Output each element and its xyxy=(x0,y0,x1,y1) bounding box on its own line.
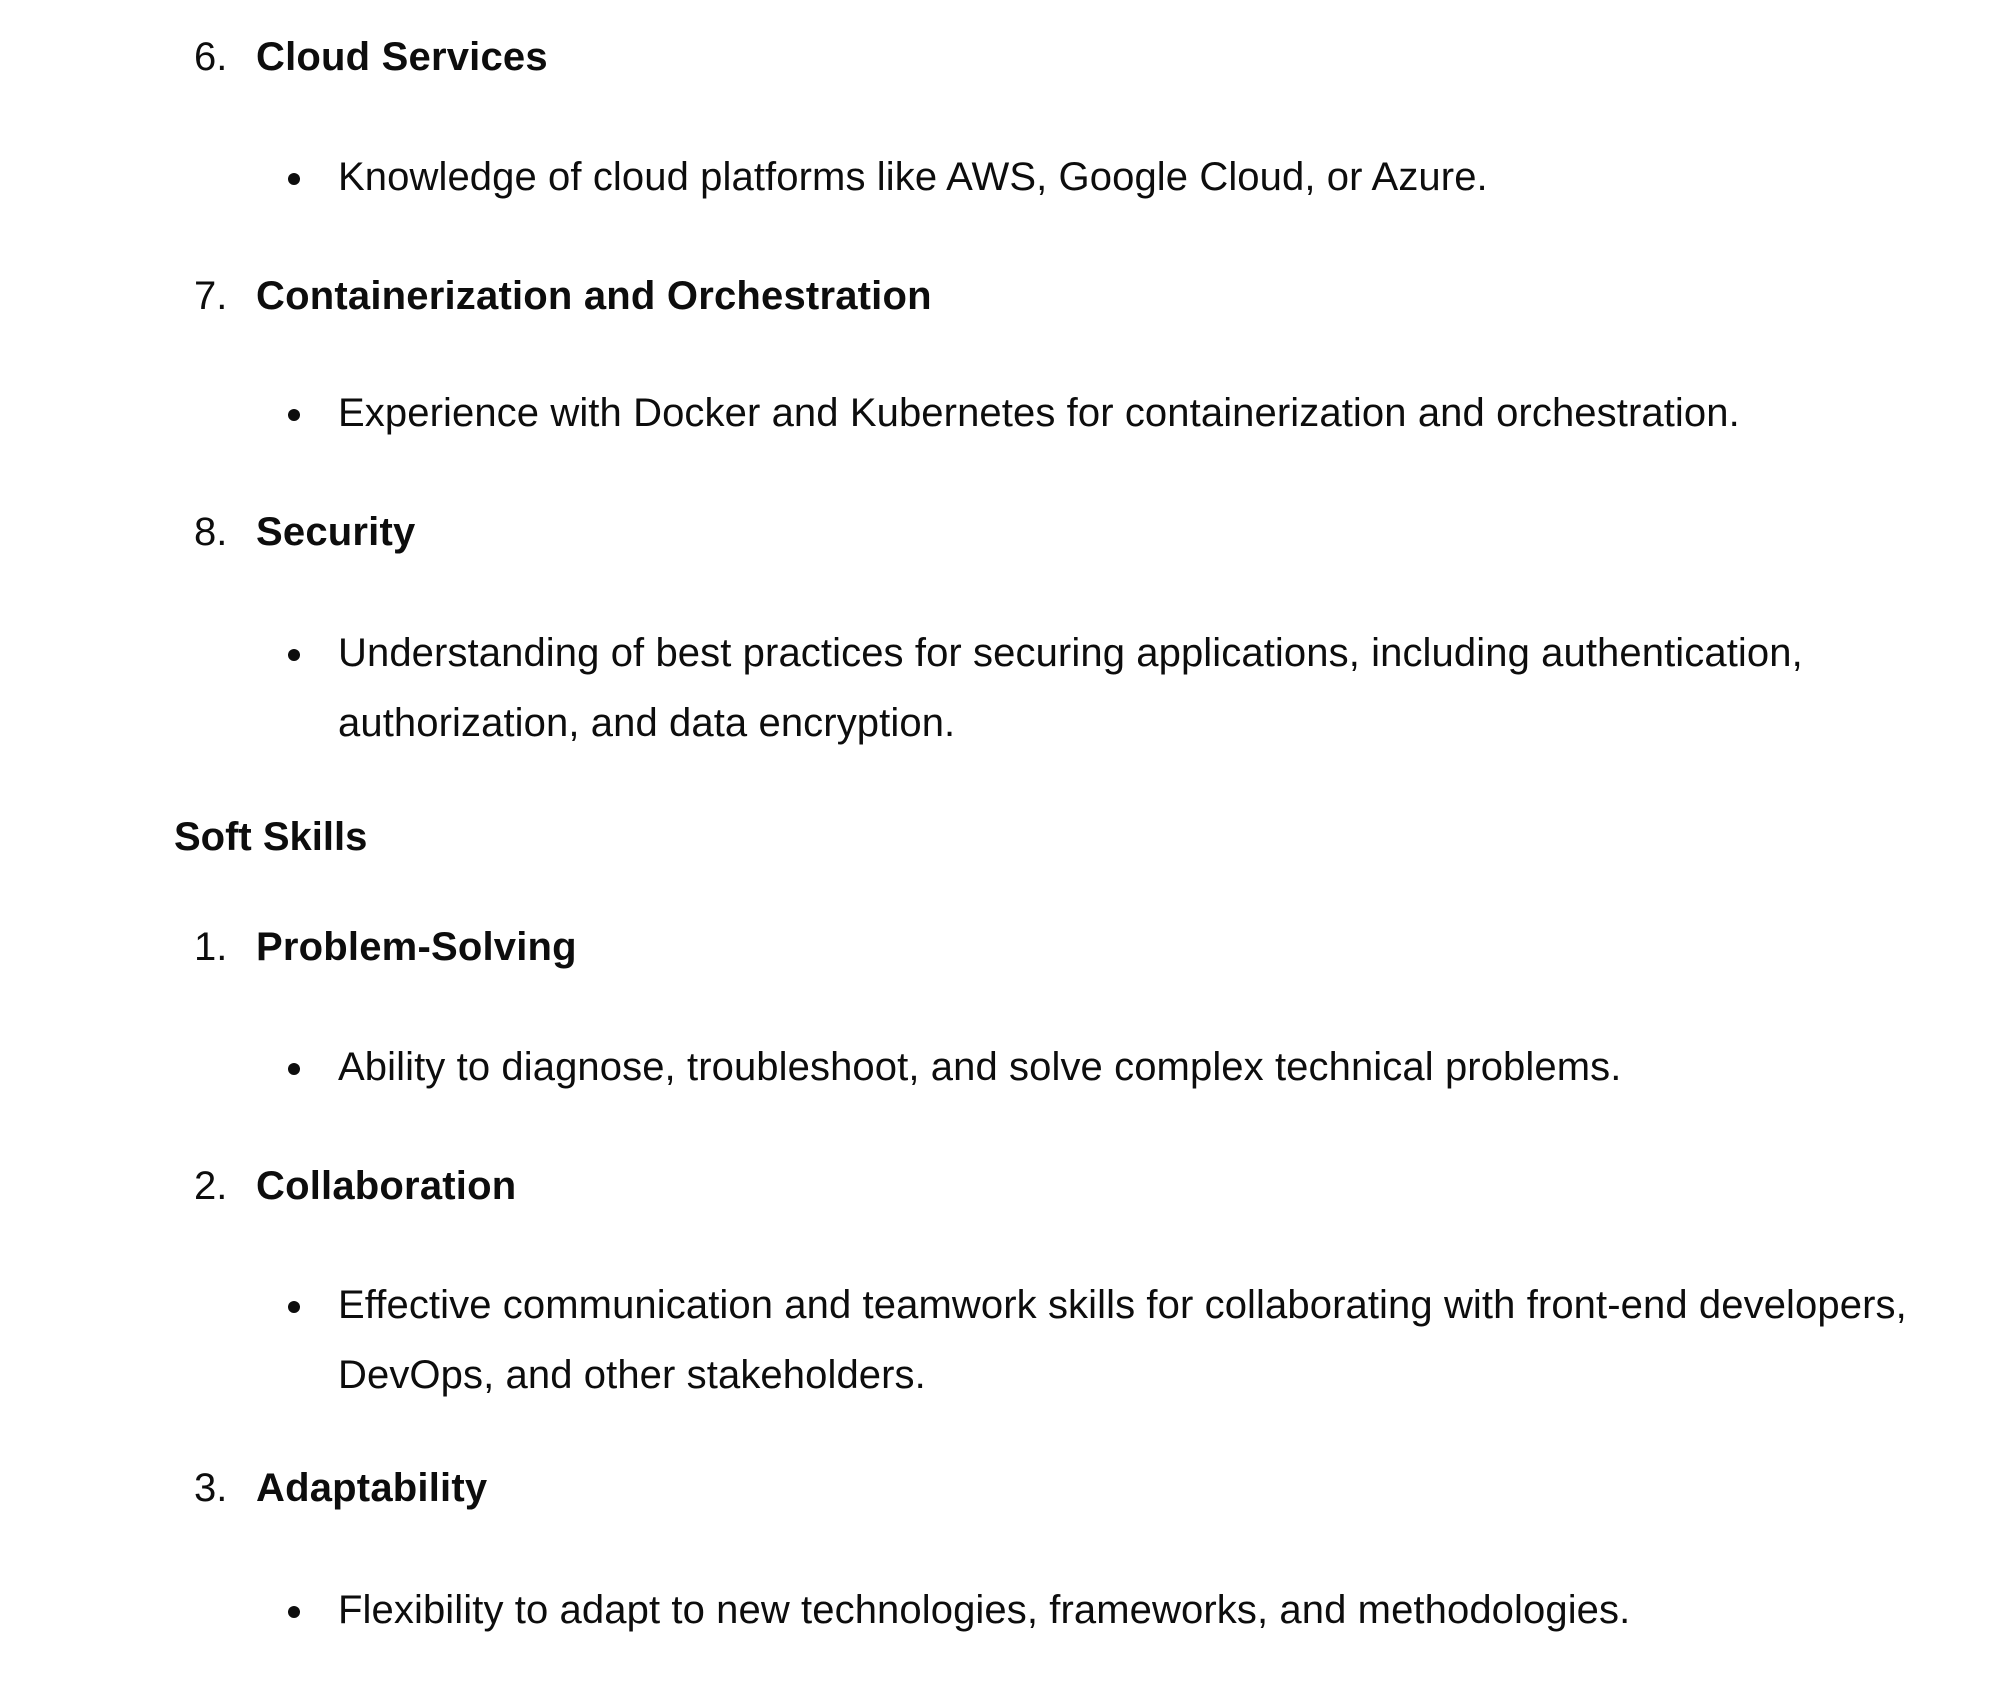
bullet-icon xyxy=(284,142,338,212)
list-item-containerization xyxy=(194,268,932,324)
list-number: 7. xyxy=(194,274,228,318)
bullet-text: Flexibility to adapt to new technologies, frameworks, and methodologies. xyxy=(338,1588,1631,1632)
bullet-item xyxy=(284,1270,1998,1410)
list-item-title: Collaboration xyxy=(256,1164,517,1208)
list-item-problem-solving xyxy=(194,919,577,975)
bullet-text: Understanding of best practices for securing applications, including authentication, authorization, and data encryption. xyxy=(338,631,1803,745)
list-item-security xyxy=(194,504,415,560)
list-number: 6. xyxy=(194,35,228,79)
list-number: 2. xyxy=(194,1164,228,1208)
list-item-title: Problem-Solving xyxy=(256,925,577,969)
list-item-title: Security xyxy=(256,510,416,554)
section-heading-soft-skills: Soft Skills xyxy=(174,815,368,859)
bullet-item xyxy=(284,142,1998,212)
bullet-text: Effective communication and teamwork skills for collaborating with front-end developers, DevOps, and other stakeholders. xyxy=(338,1283,1907,1397)
list-item-title: Cloud Services xyxy=(256,35,548,79)
bullet-text: Knowledge of cloud platforms like AWS, Google Cloud, or Azure. xyxy=(338,155,1488,199)
bullet-item xyxy=(284,618,1998,758)
list-number: 3. xyxy=(194,1466,228,1510)
bullet-item xyxy=(284,1575,1998,1645)
bullet-text: Ability to diagnose, troubleshoot, and solve complex technical problems. xyxy=(338,1045,1622,1089)
bullet-icon xyxy=(284,378,338,448)
bullet-icon xyxy=(284,1032,338,1102)
bullet-item xyxy=(284,1032,1998,1102)
list-item-collaboration xyxy=(194,1158,516,1214)
list-item-title: Adaptability xyxy=(256,1466,488,1510)
bullet-icon xyxy=(284,1575,338,1645)
bullet-icon xyxy=(284,618,338,758)
list-item-cloud-services xyxy=(194,29,548,85)
list-number: 8. xyxy=(194,510,228,554)
list-item-title: Containerization and Orchestration xyxy=(256,274,932,318)
bullet-item xyxy=(284,378,1998,448)
list-number: 1. xyxy=(194,925,228,969)
bullet-text: Experience with Docker and Kubernetes for containerization and orchestration. xyxy=(338,391,1740,435)
list-item-adaptability xyxy=(194,1460,487,1516)
bullet-icon xyxy=(284,1270,338,1410)
